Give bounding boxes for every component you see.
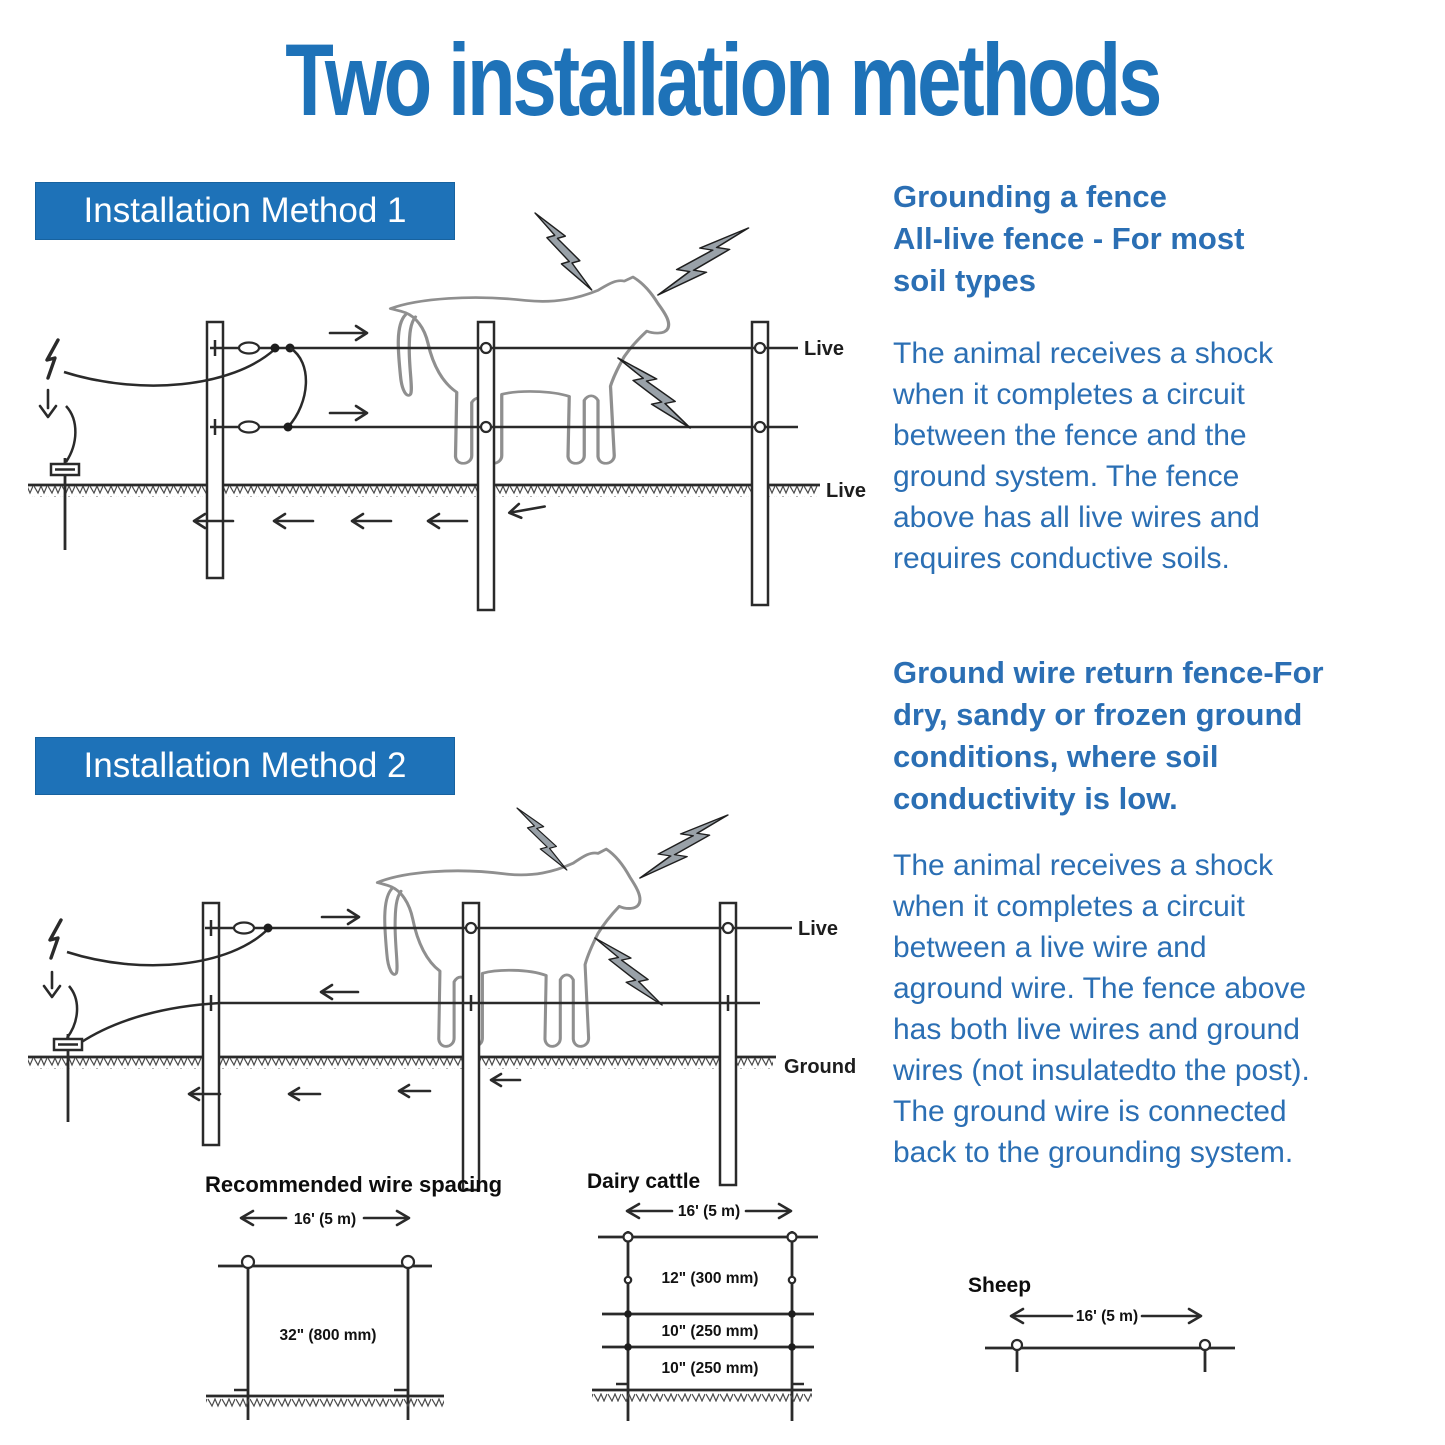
dairy-diagram-title: Dairy cattle <box>587 1170 701 1193</box>
span-label: 16' (5 m) <box>293 1211 357 1228</box>
ground-label: Ground <box>784 1056 857 1078</box>
insulator-ring <box>755 422 765 432</box>
paragraph-line: The ground wire is connected <box>893 1095 1287 1128</box>
insulator-ring <box>1012 1340 1022 1350</box>
return-arrow-left <box>428 514 467 528</box>
paragraph-line: when it completes a circuit <box>893 378 1245 411</box>
spacing-diagram <box>180 1200 470 1440</box>
method1-diagram <box>20 210 880 650</box>
ground-rod <box>54 1034 82 1122</box>
grounding-paragraph <box>893 333 1438 579</box>
paragraph-line: ground system. The fence <box>893 460 1240 493</box>
wire-knot <box>788 1310 796 1318</box>
jumper-wire <box>288 348 306 427</box>
method2-banner: Installation Method 2 <box>35 737 455 795</box>
current-arrow-right <box>330 326 367 340</box>
junction-dot <box>284 423 293 432</box>
gap-label: 10" (250 mm) <box>661 1323 759 1340</box>
heading-line: conditions, where soil <box>893 739 1219 774</box>
paragraph-line: wires (not insulatedto the post). <box>893 1054 1310 1087</box>
paragraph-line: requires conductive soils. <box>893 542 1230 575</box>
heading-line: soil types <box>893 263 1036 298</box>
paragraph-line: between a live wire and <box>893 931 1207 964</box>
insulator <box>234 923 254 934</box>
ground-rod <box>51 458 79 550</box>
spacing-diagram-title: Recommended wire spacing <box>205 1172 503 1197</box>
paragraph-line: has both live wires and ground <box>893 1013 1300 1046</box>
dairy-diagram <box>580 1195 840 1440</box>
grounding-heading <box>893 176 1438 302</box>
insulator-ring <box>788 1233 797 1242</box>
live-label-top: Live <box>804 338 845 360</box>
heading-line: All-live fence - For most <box>893 221 1245 256</box>
paragraph-line: The animal receives a shock <box>893 849 1274 882</box>
heading-line: dry, sandy or frozen ground <box>893 697 1303 732</box>
return-arrow-left <box>399 1085 430 1097</box>
page-title-text: Two installation methods <box>285 23 1160 137</box>
fence-post <box>463 903 479 1190</box>
heading-line: conductivity is low. <box>893 781 1178 816</box>
sheep-diagram-title: Sheep <box>968 1274 1032 1297</box>
lightning-bolt-icon <box>640 815 728 878</box>
lightning-bolt-icon <box>595 938 662 1005</box>
insulator-ring <box>402 1256 414 1268</box>
fence-post <box>752 322 768 605</box>
fence-post <box>720 903 736 1185</box>
insulator-ring <box>466 923 476 933</box>
return-arrow-left <box>289 1088 320 1100</box>
soil-hatching <box>592 1391 812 1402</box>
paragraph-line: between the fence and the <box>893 419 1247 452</box>
gap-label: 10" (250 mm) <box>661 1360 759 1377</box>
return-arrow-left <box>274 514 313 528</box>
lightning-bolt-icon <box>658 228 748 295</box>
lightning-bolt-icon <box>618 358 690 428</box>
energizer-icon <box>47 340 58 378</box>
insulator-ring <box>723 923 733 933</box>
return-arrow-left <box>491 1074 520 1086</box>
fence-post <box>478 322 494 610</box>
current-arrow-right <box>322 910 359 924</box>
live-label-ground: Live <box>826 480 867 502</box>
fence-post <box>207 322 223 578</box>
junction-dot <box>264 924 273 933</box>
heading-line: Ground wire return fence-For <box>893 655 1324 690</box>
return-arrow-left <box>508 500 546 520</box>
soil-hatching <box>28 1058 773 1069</box>
wire-knot <box>624 1343 632 1351</box>
ground-lead <box>66 406 75 462</box>
sheep-diagram <box>950 1300 1260 1420</box>
junction-dot <box>271 344 280 353</box>
insulator-ring <box>481 343 491 353</box>
ground-return-paragraph <box>893 845 1438 1173</box>
insulator <box>239 343 259 354</box>
lightning-bolt-icon <box>535 213 592 290</box>
wire-knot <box>788 1343 796 1351</box>
span-label: 16' (5 m) <box>677 1203 741 1220</box>
method2-diagram <box>20 760 880 1200</box>
insulator-ring <box>789 1277 795 1283</box>
soil-hatching <box>206 1397 444 1408</box>
current-arrow-left <box>321 985 358 999</box>
cow-outline <box>391 277 669 463</box>
paragraph-line: The animal receives a shock <box>893 337 1274 370</box>
paragraph-line: back to the grounding system. <box>893 1136 1294 1169</box>
span-label: 16' (5 m) <box>1075 1308 1139 1325</box>
paragraph-line: aground wire. The fence above <box>893 972 1307 1005</box>
cow-outline <box>377 849 640 1046</box>
insulator-ring <box>625 1277 631 1283</box>
live-label: Live <box>798 918 839 940</box>
ground-lead <box>67 986 77 1038</box>
method1-banner: Installation Method 1 <box>35 182 455 240</box>
lightning-bolt-icon <box>517 808 567 870</box>
insulator-ring <box>755 343 765 353</box>
current-arrow-right <box>330 406 367 420</box>
energizer-icon <box>50 920 61 958</box>
soil-hatching <box>28 486 818 497</box>
insulator-ring <box>481 422 491 432</box>
ground-return-wire <box>80 1003 760 1043</box>
earth-arrow-icon <box>44 972 60 997</box>
energizer-lead-wire <box>67 929 268 965</box>
gap-label: 12" (300 mm) <box>661 1270 759 1287</box>
earth-arrow-icon <box>40 390 56 417</box>
ground-return-heading <box>893 652 1438 820</box>
paragraph-line: when it completes a circuit <box>893 890 1245 923</box>
fence-post <box>203 903 219 1145</box>
paragraph-line: above has all live wires and <box>893 501 1260 534</box>
page-title <box>0 22 1445 139</box>
insulator-ring <box>624 1233 633 1242</box>
height-label: 32" (800 mm) <box>279 1327 377 1344</box>
insulator-ring <box>1200 1340 1210 1350</box>
return-arrow-left <box>352 514 391 528</box>
insulator <box>239 422 259 433</box>
insulator-ring <box>242 1256 254 1268</box>
wire-knot <box>624 1310 632 1318</box>
heading-line: Grounding a fence <box>893 179 1167 214</box>
energizer-lead-wire <box>64 349 275 386</box>
